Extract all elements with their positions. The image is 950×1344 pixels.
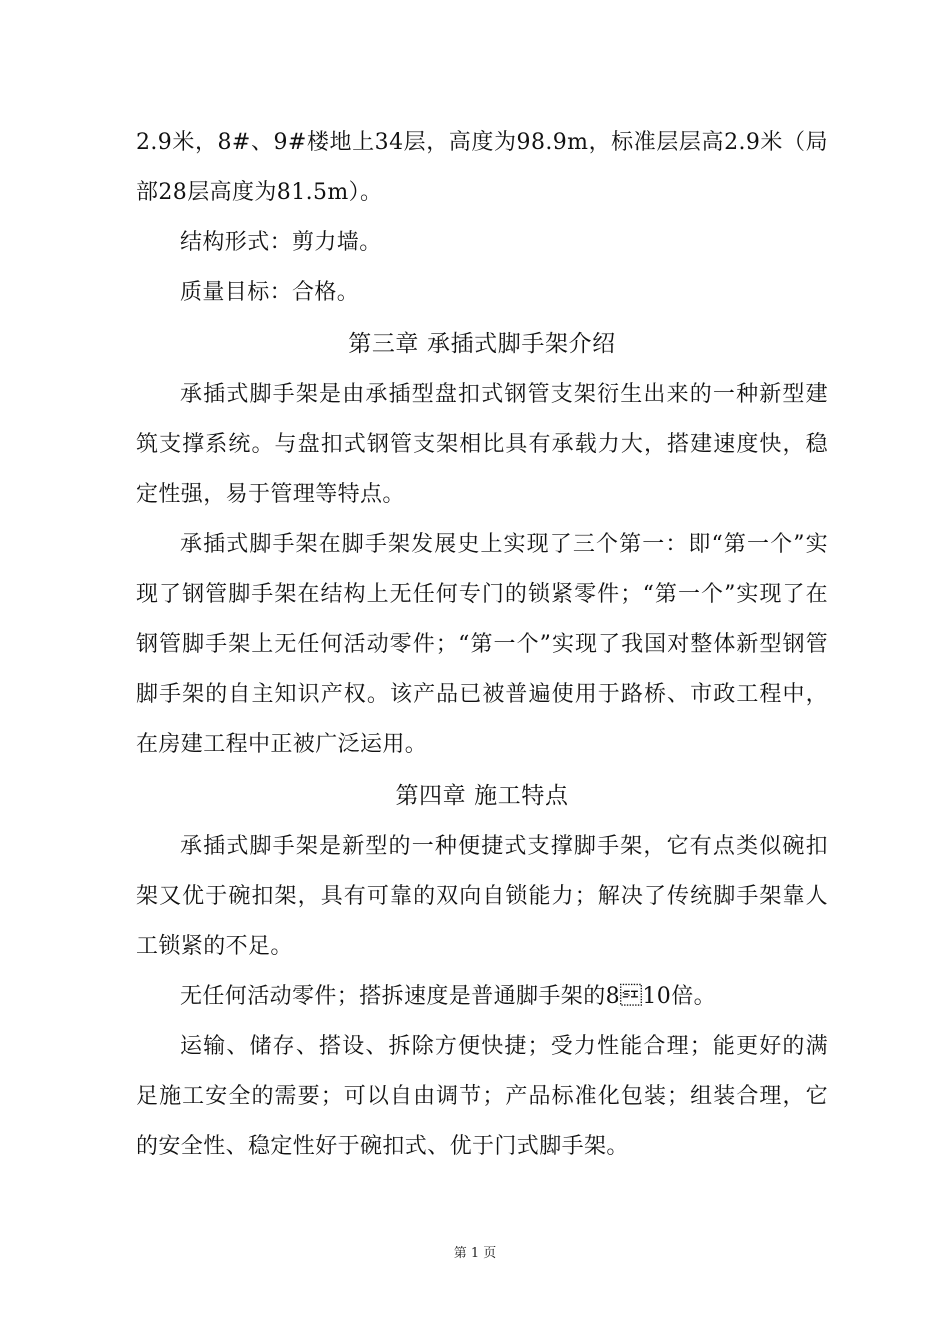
chapter-3-heading: 第三章 承插式脚手架介绍 (348, 331, 616, 357)
paragraph-construction-features: 承插式脚手架是新型的一种便捷式支撑脚手架，它有点类似碗扣架又优于碗扣架，具有可靠的双向自锁能力；解决了传统脚手架靠人工锁紧的不足。 (136, 834, 828, 959)
paragraph-scaffold-intro: 承插式脚手架是由承插型盘扣式钢管支架衍生出来的一种新型建筑支撑系统。与盘扣式钢管支架相比具有承载力大，搭建速度快，稳定性强，易于管理等特点。 (136, 382, 828, 507)
paragraph-transport-safety: 运输、储存、搭设、拆除方便快捷；受力性能合理；能更好的满足施工安全的需要；可以自由调节；产品标准化包装；组装合理，它的安全性、稳定性好于碗扣式、优于门式脚手架。 (136, 1034, 828, 1159)
paragraph-no-moving-parts: 无任何活动零件；搭拆速度是普通脚手架的810倍。 (180, 984, 716, 1009)
chapter-4-heading: 第四章 施工特点 (395, 783, 569, 809)
page-number-footer: 第 1 页 (453, 1246, 497, 1261)
paragraph-quality-target: 质量目标：合格。 (180, 280, 360, 305)
paragraph-building-height: 2.9米，8#、9#楼地上34层，高度为98.9m，标准层层高2.9米（局部28层高度为81.5m）。 (136, 130, 828, 205)
paragraph-scaffold-firsts: 承插式脚手架在脚手架发展史上实现了三个第一：即“第一个”实现了钢管脚手架在结构上无任何专门的锁紧零件；“第一个”实现了在钢管脚手架上无任何活动零件；“第一个”实现了我国对整体新型钢管脚手架的自主知识产权。该产品已被普遍使用于路桥、市政工程中，在房建工程中正被广泛运用。 (136, 532, 828, 757)
paragraph-structure-form: 结构形式：剪力墙。 (180, 230, 382, 255)
document-body (136, 118, 828, 1172)
